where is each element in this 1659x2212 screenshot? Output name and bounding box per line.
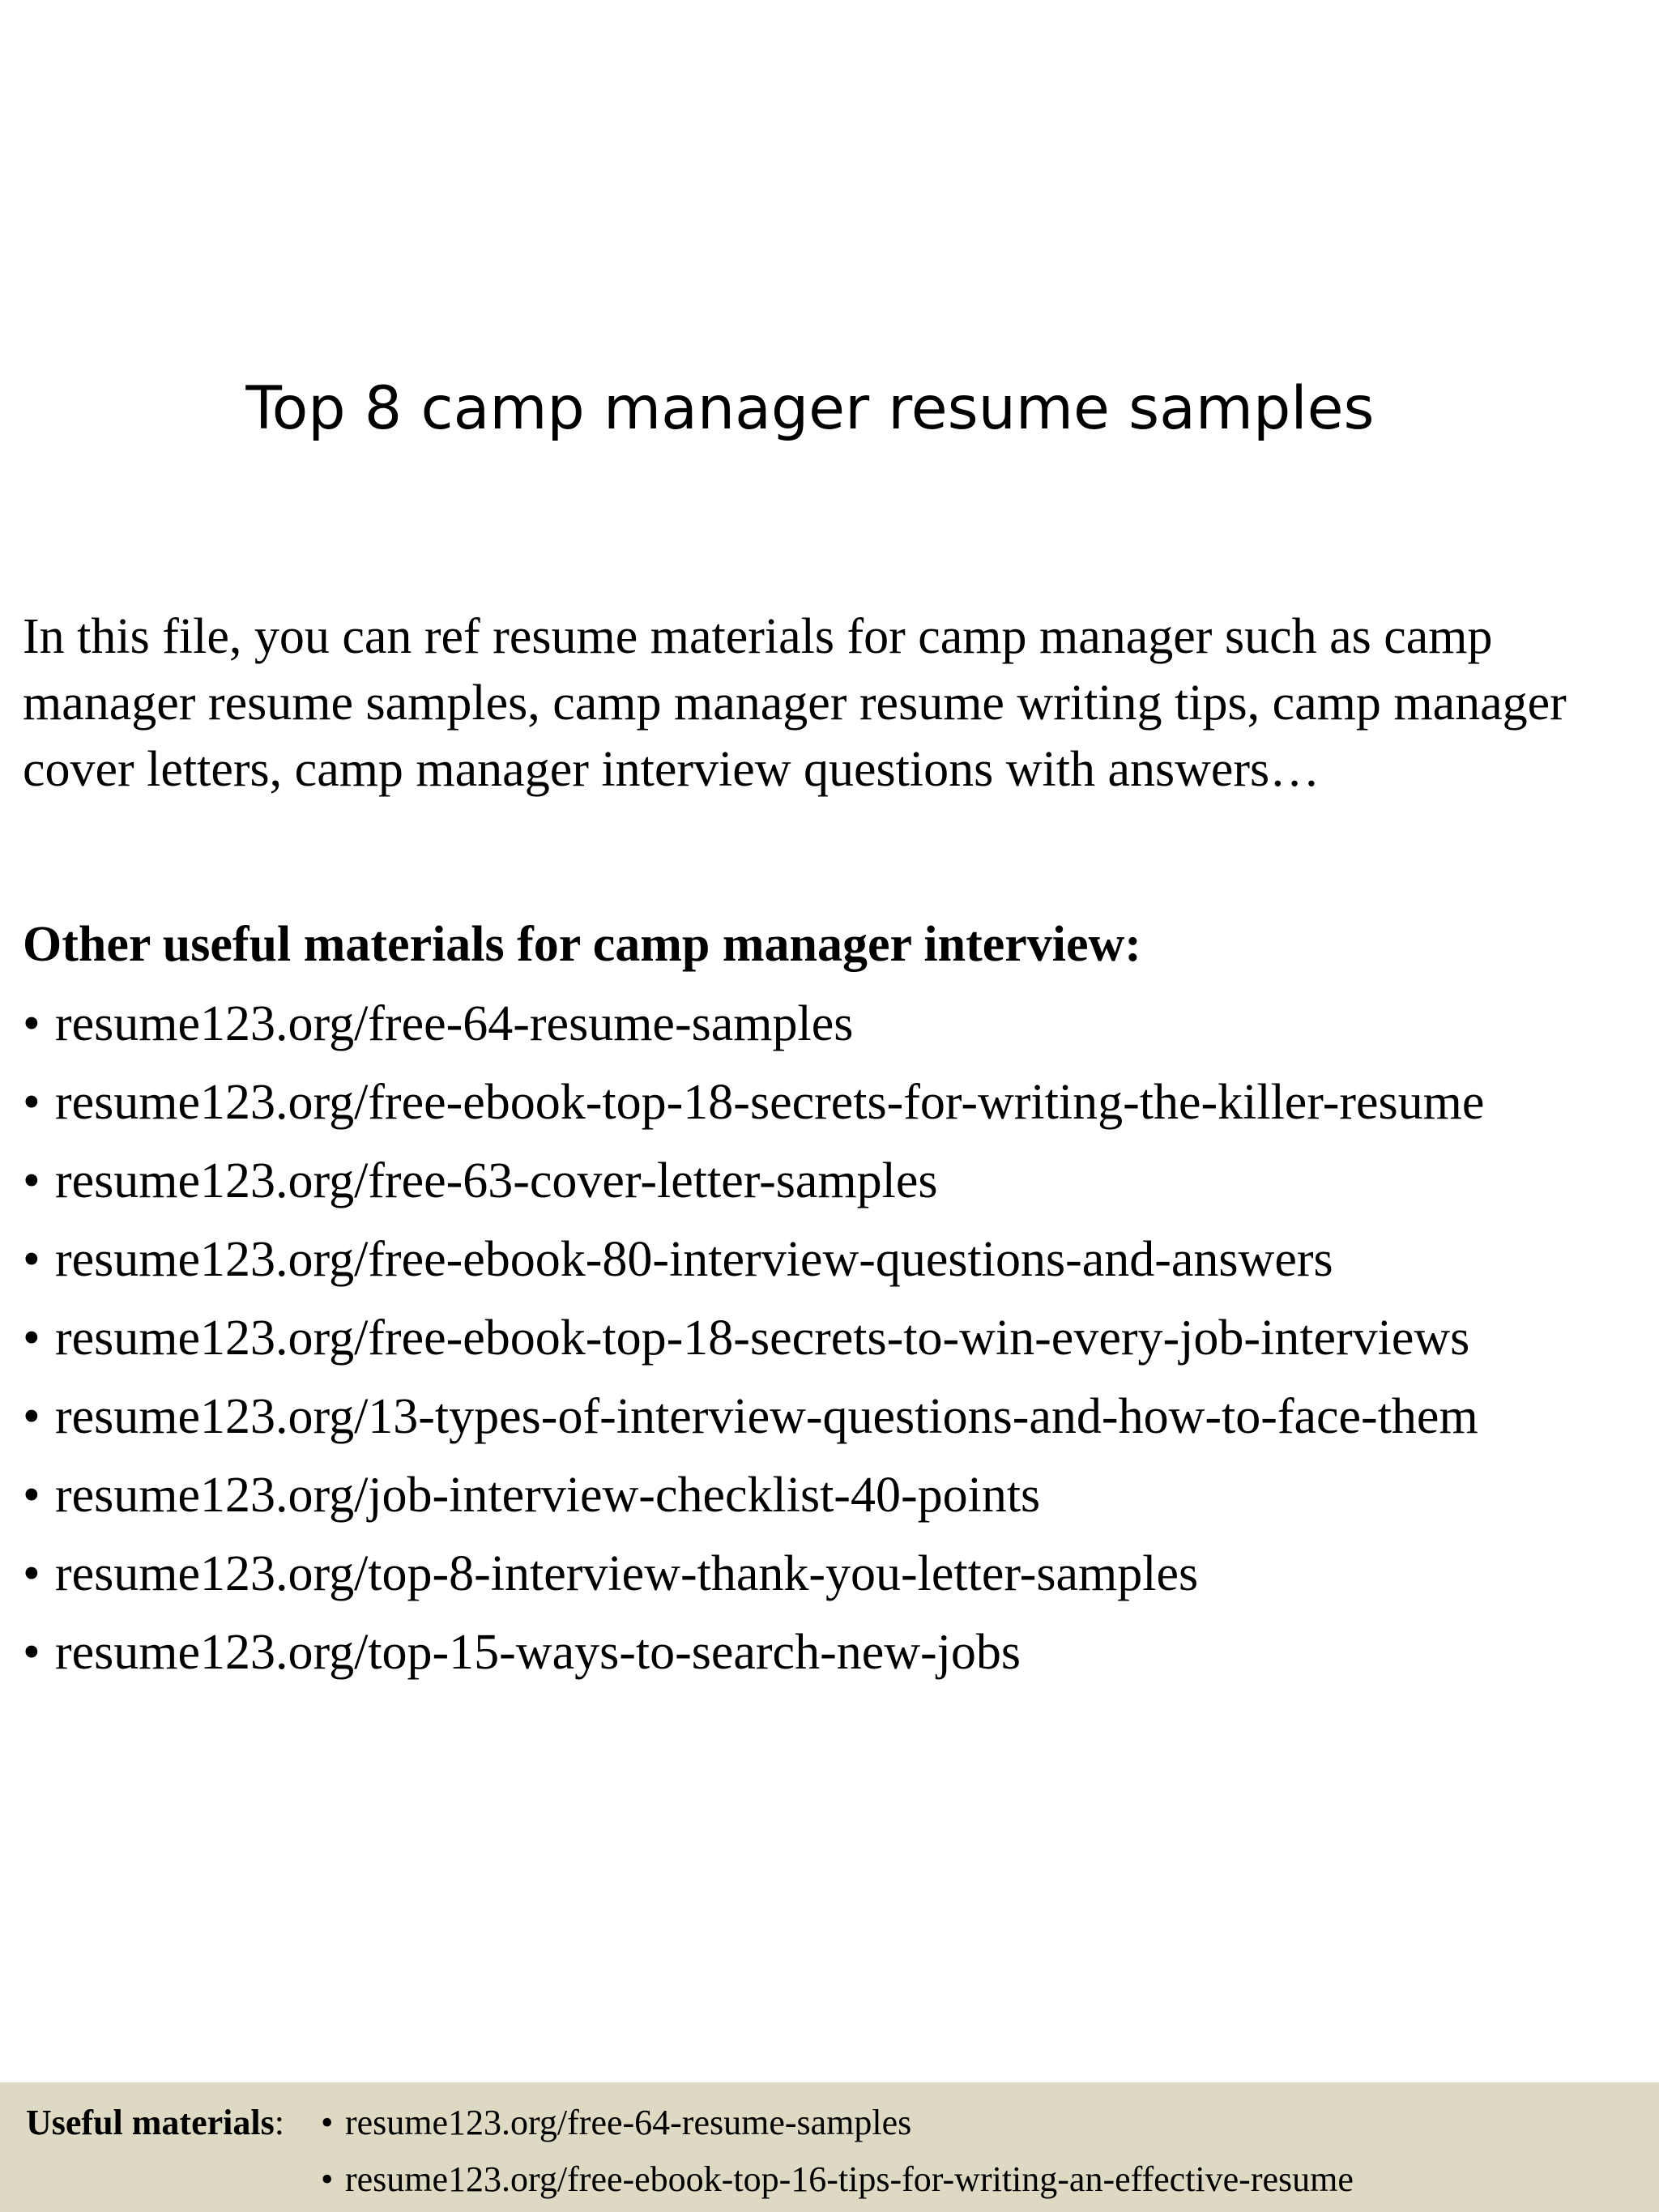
bullet: • bbox=[23, 1232, 41, 1287]
footer-link-text: resume123.org/free-64-resume-samples bbox=[345, 2103, 912, 2142]
link-text: resume123.org/top-8-interview-thank-you-letter-samples bbox=[55, 1546, 1199, 1601]
bullet: • bbox=[23, 1389, 41, 1444]
page-title: Top 8 camp manager resume samples bbox=[245, 374, 1375, 443]
footer-link-text: resume123.org/free-ebook-top-16-tips-for-writing-an-effective-resume bbox=[345, 2159, 1354, 2199]
footer-label bbox=[26, 2099, 284, 2147]
bullet: • bbox=[23, 1153, 41, 1208]
link-text: resume123.org/free-ebook-80-interview-questions-and-answers bbox=[55, 1232, 1333, 1287]
link-text: resume123.org/top-15-ways-to-search-new-jobs bbox=[55, 1625, 1021, 1680]
footer-label-separator: : bbox=[274, 2103, 284, 2142]
bullet: • bbox=[321, 2103, 334, 2142]
bullet: • bbox=[23, 1311, 41, 1366]
link-text: resume123.org/free-ebook-top-18-secrets-for-writing-the-killer-resume bbox=[55, 1075, 1485, 1130]
list-item bbox=[23, 1068, 1484, 1147]
list-item bbox=[321, 2099, 1354, 2155]
link-text: resume123.org/free-ebook-top-18-secrets-to-win-every-job-interviews bbox=[55, 1311, 1470, 1366]
footer-link-list bbox=[321, 2099, 1354, 2212]
materials-link-list bbox=[23, 990, 1484, 1697]
bullet: • bbox=[23, 1075, 41, 1130]
bullet: • bbox=[321, 2159, 334, 2199]
link-text: resume123.org/free-64-resume-samples bbox=[55, 996, 854, 1051]
materials-heading: Other useful materials for camp manager interview: bbox=[23, 917, 1141, 972]
link-text: resume123.org/free-63-cover-letter-samples bbox=[55, 1153, 938, 1208]
list-item bbox=[23, 1225, 1484, 1304]
link-text: resume123.org/13-types-of-interview-questions-and-how-to-face-them bbox=[55, 1389, 1478, 1444]
list-item bbox=[321, 2155, 1354, 2212]
bullet: • bbox=[23, 1625, 41, 1680]
list-item bbox=[23, 1618, 1484, 1697]
link-text: resume123.org/job-interview-checklist-40-points bbox=[55, 1468, 1041, 1523]
footer-label-text: Useful materials bbox=[26, 2103, 275, 2142]
bullet: • bbox=[23, 1468, 41, 1523]
footer-bar bbox=[0, 2082, 1659, 2212]
bullet: • bbox=[23, 996, 41, 1051]
list-item bbox=[23, 1304, 1484, 1383]
intro-paragraph: In this file, you can ref resume materials for camp manager such as camp manager resume samples, camp manager resume writing tips, camp manager cover letters, camp manager interview questions with answers… bbox=[23, 609, 1567, 797]
list-item bbox=[23, 1461, 1484, 1540]
list-item bbox=[23, 1147, 1484, 1225]
list-item bbox=[23, 990, 1484, 1068]
list-item bbox=[23, 1540, 1484, 1618]
bullet: • bbox=[23, 1546, 41, 1601]
list-item bbox=[23, 1383, 1484, 1461]
